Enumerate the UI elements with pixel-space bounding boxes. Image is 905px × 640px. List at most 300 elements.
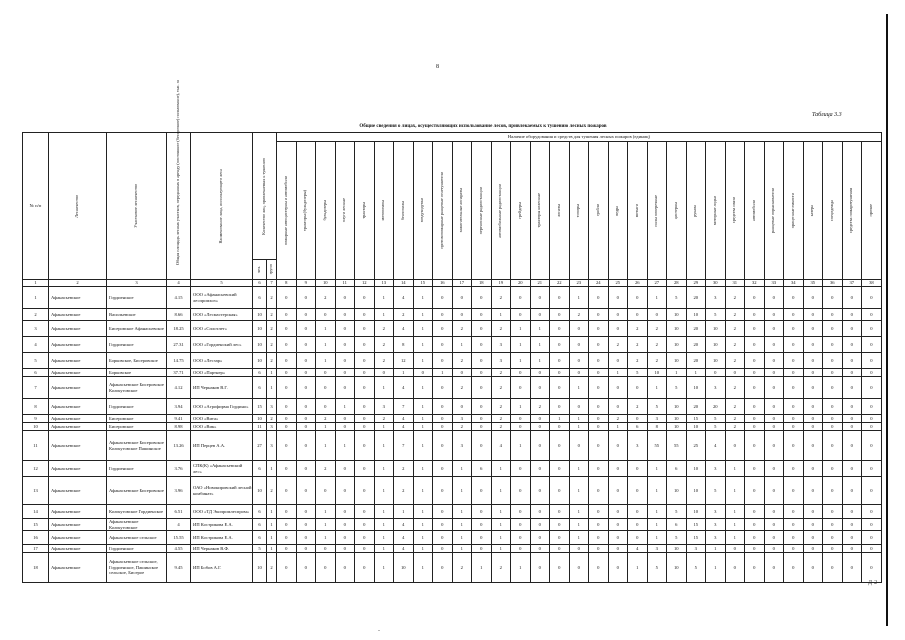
row-district: Афанасьевское сельское <box>107 531 167 545</box>
row-area: 8.66 <box>167 309 191 321</box>
row-equipment-value: 1 <box>491 505 511 519</box>
row-forestry: Афанасьевское <box>49 337 107 353</box>
row-equipment-value: 0 <box>550 369 570 377</box>
row-equipment-value: 2 <box>491 423 511 431</box>
row-equipment-value: 1 <box>491 545 511 553</box>
row-equipment-value: 0 <box>862 505 882 519</box>
header-equipment-13: тракторы колесные <box>530 142 550 280</box>
row-equipment-value: 0 <box>862 423 882 431</box>
column-number: 11 <box>335 280 355 287</box>
row-forestry: Афанасьевское <box>49 461 107 477</box>
row-groups: 1 <box>267 461 277 477</box>
row-equipment-value: 0 <box>608 287 628 309</box>
header-equipment-8: противопожарные ранцевые огнетушители <box>433 142 453 280</box>
row-number: 8 <box>23 399 49 415</box>
row-equipment-value: 0 <box>511 309 531 321</box>
row-equipment-value: 0 <box>277 377 297 399</box>
row-equipment-value: 0 <box>433 321 453 337</box>
row-equipment-value: 0 <box>784 337 804 353</box>
row-equipment-value: 0 <box>511 423 531 431</box>
row-equipment-value: 0 <box>862 353 882 369</box>
row-equipment-value: 0 <box>472 309 492 321</box>
row-equipment-value: 1 <box>511 337 531 353</box>
row-groups: 2 <box>267 353 277 369</box>
row-equipment-value: 1 <box>374 287 394 309</box>
row-equipment-value: 0 <box>764 477 784 505</box>
row-equipment-value: 0 <box>433 399 453 415</box>
column-number: 10 <box>316 280 336 287</box>
row-organization: ИП Чернаков В.Ф. <box>191 545 253 553</box>
row-equipment-value: 0 <box>355 553 375 583</box>
row-equipment-value: 5 <box>706 477 726 505</box>
table-label: Таблица 3.3 <box>812 112 842 118</box>
row-equipment-value: 0 <box>589 505 609 519</box>
table-row <box>23 461 882 477</box>
header-equipment-18: мотыги <box>628 142 648 280</box>
row-equipment-value: 0 <box>355 321 375 337</box>
row-equipment-value: 0 <box>823 415 843 423</box>
row-equipment-value: 0 <box>784 553 804 583</box>
row-equipment-value: 0 <box>862 545 882 553</box>
row-equipment-value: 0 <box>550 337 570 353</box>
row-equipment-value: 0 <box>433 519 453 531</box>
row-equipment-value: 5 <box>647 553 667 583</box>
row-equipment-value: 1 <box>491 519 511 531</box>
row-groups: 2 <box>267 321 277 337</box>
row-forestry: Афанасьевское <box>49 369 107 377</box>
row-equipment-value: 1 <box>374 505 394 519</box>
row-equipment-value: 1 <box>569 287 589 309</box>
row-equipment-value: 2 <box>725 287 745 309</box>
row-equipment-value: 2 <box>628 353 648 369</box>
row-equipment-value: 0 <box>764 505 784 519</box>
row-equipment-value: 0 <box>511 545 531 553</box>
row-equipment-value: 0 <box>472 477 492 505</box>
row-equipment-value: 0 <box>823 309 843 321</box>
column-number: 4 <box>167 280 191 287</box>
page-number: 8 <box>436 64 439 70</box>
row-equipment-value: 0 <box>764 309 784 321</box>
row-equipment-value: 0 <box>803 337 823 353</box>
row-equipment-value: 0 <box>842 423 862 431</box>
table-row <box>23 415 882 423</box>
row-equipment-value: 1 <box>413 553 433 583</box>
row-equipment-value: 0 <box>628 309 648 321</box>
row-district: Афанасьевское Бисеровское Кольчуговское Пашинское <box>107 431 167 461</box>
row-equipment-value: 0 <box>764 321 784 337</box>
column-number: 12 <box>355 280 375 287</box>
row-district: Бисеровское Афанасьевское <box>107 321 167 337</box>
table-row <box>23 337 882 353</box>
column-number: 38 <box>862 280 882 287</box>
row-equipment-value: 1 <box>413 505 433 519</box>
row-equipment-value: 0 <box>823 531 843 545</box>
row-equipment-value: 1 <box>452 477 472 505</box>
row-equipment-value: 1 <box>628 553 648 583</box>
header-equipment-16: грабли <box>589 142 609 280</box>
row-equipment-value: 0 <box>823 337 843 353</box>
column-number: 6 <box>253 280 267 287</box>
row-district: Гордиенское <box>107 399 167 415</box>
row-equipment-value: 0 <box>608 353 628 369</box>
row-equipment-value: 0 <box>589 399 609 415</box>
row-equipment-value: 1 <box>374 461 394 477</box>
row-organization: ООО «ТД Экопромлеспром» <box>191 505 253 519</box>
row-equipment-value: 0 <box>589 553 609 583</box>
row-equipment-value: 0 <box>823 353 843 369</box>
row-equipment-value: 0 <box>608 399 628 415</box>
row-equipment-value: 0 <box>335 415 355 423</box>
row-equipment-value: 2 <box>725 321 745 337</box>
row-equipment-value: 0 <box>296 321 316 337</box>
row-equipment-value: 0 <box>277 353 297 369</box>
row-equipment-value: 1 <box>647 377 667 399</box>
row-equipment-value: 0 <box>803 519 823 531</box>
header-equipment-10: переносные радиостанции <box>472 142 492 280</box>
row-equipment-value: 0 <box>296 461 316 477</box>
row-equipment-value: 2 <box>628 399 648 415</box>
row-equipment-value: 0 <box>296 477 316 505</box>
row-equipment-value: 10 <box>686 377 706 399</box>
row-equipment-value: 0 <box>433 337 453 353</box>
row-equipment-value: 0 <box>452 399 472 415</box>
row-equipment-value: 0 <box>784 423 804 431</box>
row-equipment-value: 5 <box>706 423 726 431</box>
row-equipment-value: 10 <box>686 461 706 477</box>
row-number: 15 <box>23 519 49 531</box>
row-equipment-value: 55 <box>667 431 687 461</box>
header-people-count: чел. <box>253 260 267 280</box>
row-equipment-value: 0 <box>803 545 823 553</box>
row-equipment-value: 2 <box>628 321 648 337</box>
row-equipment-value: 0 <box>277 287 297 309</box>
row-equipment-value: 1 <box>413 461 433 477</box>
row-number: 7 <box>23 377 49 399</box>
row-equipment-value: 0 <box>335 369 355 377</box>
row-equipment-value: 0 <box>335 309 355 321</box>
row-organization: ООО «Вита» <box>191 415 253 423</box>
row-district: Афанасьевское Кольчуговское <box>107 519 167 531</box>
row-equipment-value: 1 <box>511 431 531 461</box>
row-equipment-value: 0 <box>355 309 375 321</box>
row-area: 27.31 <box>167 337 191 353</box>
row-equipment-value: 0 <box>355 431 375 461</box>
row-equipment-value: 0 <box>296 415 316 423</box>
header-equipment-19: пилы поперечные <box>647 142 667 280</box>
row-number: 13 <box>23 477 49 505</box>
row-equipment-value: 1 <box>511 321 531 337</box>
row-number: 3 <box>23 321 49 337</box>
row-equipment-value: 0 <box>413 369 433 377</box>
row-people: 10 <box>253 321 267 337</box>
scan-edge-line <box>886 14 888 626</box>
row-equipment-value: 0 <box>589 477 609 505</box>
row-equipment-value: 0 <box>725 553 745 583</box>
row-equipment-value: 0 <box>862 415 882 423</box>
column-number: 26 <box>628 280 648 287</box>
row-equipment-value: 0 <box>452 309 472 321</box>
row-equipment-value: 10 <box>686 423 706 431</box>
row-equipment-value: 0 <box>842 287 862 309</box>
row-equipment-value: 4 <box>394 519 414 531</box>
row-equipment-value: 1 <box>569 519 589 531</box>
row-district: Кольчуговское Гордиенское <box>107 505 167 519</box>
row-equipment-value: 2 <box>725 399 745 415</box>
column-number: 33 <box>764 280 784 287</box>
row-equipment-value: 0 <box>355 505 375 519</box>
row-equipment-value: 0 <box>550 309 570 321</box>
row-equipment-value: 0 <box>608 519 628 531</box>
header-equipment-30: прочие <box>862 142 882 280</box>
row-equipment-value: 0 <box>335 531 355 545</box>
row-equipment-value: 0 <box>530 553 550 583</box>
row-equipment-value: 1 <box>413 287 433 309</box>
row-equipment-value: 0 <box>803 553 823 583</box>
row-people: 5 <box>253 545 267 553</box>
row-equipment-value: 3 <box>491 353 511 369</box>
row-equipment-value: 12 <box>394 353 414 369</box>
table-row <box>23 477 882 505</box>
row-equipment-value: 0 <box>842 531 862 545</box>
column-number: 15 <box>413 280 433 287</box>
row-equipment-value: 4 <box>394 377 414 399</box>
row-equipment-value: 1 <box>725 531 745 545</box>
row-equipment-value: 0 <box>472 321 492 337</box>
row-equipment-value: 4 <box>394 423 414 431</box>
row-groups: 3 <box>267 399 277 415</box>
header-equipment-27: катера <box>803 142 823 280</box>
row-equipment-value: 1 <box>569 377 589 399</box>
row-equipment-value: 2 <box>725 337 745 353</box>
row-organization: ООО «Вик» <box>191 423 253 431</box>
row-equipment-value: 1 <box>413 423 433 431</box>
row-equipment-value: 1 <box>706 553 726 583</box>
row-forestry: Афанасьевское <box>49 309 107 321</box>
row-equipment-value: 0 <box>862 399 882 415</box>
row-equipment-value: 1 <box>472 553 492 583</box>
row-people: 6 <box>253 519 267 531</box>
row-equipment-value: 1 <box>374 431 394 461</box>
row-equipment-value: 1 <box>608 423 628 431</box>
row-equipment-value: 5 <box>667 505 687 519</box>
row-groups: 2 <box>267 337 277 353</box>
row-equipment-value: 0 <box>745 353 765 369</box>
row-equipment-value: 0 <box>803 415 823 423</box>
row-equipment-value: 2 <box>374 353 394 369</box>
row-equipment-value: 0 <box>335 545 355 553</box>
row-equipment-value: 25 <box>686 431 706 461</box>
row-equipment-value: 0 <box>764 369 784 377</box>
row-equipment-value: 10 <box>394 553 414 583</box>
row-equipment-value: 8 <box>647 423 667 431</box>
row-equipment-value: 2 <box>452 423 472 431</box>
row-people: 6 <box>253 287 267 309</box>
row-equipment-value: 1 <box>647 531 667 545</box>
row-equipment-value: 0 <box>355 545 375 553</box>
row-equipment-value: 0 <box>433 553 453 583</box>
side-mark: Д-2 <box>868 580 878 586</box>
header-equipment-9: зажигательные аппараты <box>452 142 472 280</box>
row-equipment-value: 0 <box>842 545 862 553</box>
row-equipment-value: 1 <box>394 369 414 377</box>
header-people-groups: групп <box>267 260 277 280</box>
row-number: 10 <box>23 423 49 431</box>
row-equipment-value: 1 <box>394 505 414 519</box>
row-equipment-value: 1 <box>413 337 433 353</box>
row-equipment-value: 10 <box>667 553 687 583</box>
header-equipment-6: бензопилы <box>394 142 414 280</box>
row-equipment-value: 0 <box>335 287 355 309</box>
row-equipment-value: 2 <box>491 369 511 377</box>
row-people: 15 <box>253 399 267 415</box>
row-equipment-value: 0 <box>433 431 453 461</box>
row-equipment-value: 1 <box>316 423 336 431</box>
row-number: 18 <box>23 553 49 583</box>
row-equipment-value: 0 <box>277 321 297 337</box>
row-equipment-value: 0 <box>589 545 609 553</box>
row-equipment-value: 0 <box>784 531 804 545</box>
row-equipment-value: 0 <box>842 477 862 505</box>
row-equipment-value: 3 <box>647 545 667 553</box>
table-row <box>23 431 882 461</box>
row-equipment-value: 0 <box>589 287 609 309</box>
row-equipment-value: 0 <box>530 477 550 505</box>
row-equipment-value: 0 <box>550 377 570 399</box>
row-equipment-value: 0 <box>355 531 375 545</box>
row-equipment-value: 0 <box>511 461 531 477</box>
row-equipment-value: 0 <box>472 519 492 531</box>
header-equipment-21: рукава <box>686 142 706 280</box>
row-equipment-value: 10 <box>686 309 706 321</box>
row-equipment-value: 10 <box>647 369 667 377</box>
row-equipment-value: 1 <box>316 505 336 519</box>
row-equipment-value: 0 <box>608 377 628 399</box>
row-equipment-value: 2 <box>452 353 472 369</box>
row-equipment-value: 0 <box>784 377 804 399</box>
row-equipment-value: 0 <box>823 423 843 431</box>
row-equipment-value: 2 <box>316 287 336 309</box>
row-equipment-value: 0 <box>764 553 784 583</box>
header-equipment-23: средства связи <box>725 142 745 280</box>
row-equipment-value: 0 <box>725 431 745 461</box>
row-equipment-value: 2 <box>374 321 394 337</box>
row-equipment-value: 0 <box>842 353 862 369</box>
row-equipment-value: 0 <box>823 287 843 309</box>
row-area: 8.98 <box>167 423 191 431</box>
row-equipment-value: 1 <box>433 369 453 377</box>
column-number-row <box>23 280 882 287</box>
header-equipment-29: средства пожаротушения <box>842 142 862 280</box>
row-equipment-value: 0 <box>569 337 589 353</box>
row-equipment-value: 0 <box>296 369 316 377</box>
column-number: 31 <box>725 280 745 287</box>
row-people: 11 <box>253 423 267 431</box>
row-area: 6.51 <box>167 505 191 519</box>
row-equipment-value: 2 <box>394 461 414 477</box>
row-equipment-value: 1 <box>335 399 355 415</box>
row-district: Гордиенское <box>107 287 167 309</box>
row-equipment-value: 0 <box>530 423 550 431</box>
row-equipment-value: 0 <box>530 377 550 399</box>
row-equipment-value: 0 <box>472 423 492 431</box>
row-equipment-value: 1 <box>374 309 394 321</box>
row-equipment-value: 0 <box>296 399 316 415</box>
header-org: Наименование лица, использующего леса <box>191 133 253 280</box>
row-equipment-value: 0 <box>842 519 862 531</box>
row-equipment-value: 1 <box>530 321 550 337</box>
row-equipment-value: 2 <box>725 353 745 369</box>
row-equipment-value: 0 <box>316 399 336 415</box>
row-organization: ИП Бобов А.Г. <box>191 553 253 583</box>
column-number: 1 <box>23 280 49 287</box>
row-equipment-value: 0 <box>745 321 765 337</box>
row-equipment-value: 0 <box>472 369 492 377</box>
row-organization: ООО «Сплотлет» <box>191 321 253 337</box>
row-equipment-value: 0 <box>628 377 648 399</box>
row-groups: 2 <box>267 415 277 423</box>
row-equipment-value: 1 <box>530 353 550 369</box>
row-equipment-value: 1 <box>452 461 472 477</box>
row-equipment-value: 1 <box>647 461 667 477</box>
row-equipment-value: 1 <box>491 309 511 321</box>
row-equipment-value: 1 <box>550 415 570 423</box>
row-forestry: Афанасьевское <box>49 477 107 505</box>
row-equipment-value: 0 <box>530 519 550 531</box>
row-equipment-value: 0 <box>433 353 453 369</box>
row-equipment-value: 0 <box>745 399 765 415</box>
row-forestry: Афанасьевское <box>49 353 107 369</box>
row-equipment-value: 1 <box>413 399 433 415</box>
row-equipment-value: 0 <box>472 399 492 415</box>
row-equipment-value: 0 <box>316 477 336 505</box>
row-organization: ОАО «Новокировский лесной комбинат» <box>191 477 253 505</box>
row-district: Афанасьевское сельское, Гордиенское, Пашинское сельское, Бисерое <box>107 553 167 583</box>
row-equipment-value: 0 <box>530 505 550 519</box>
row-equipment-value: 0 <box>725 369 745 377</box>
row-area: 4.12 <box>167 377 191 399</box>
table-row <box>23 309 882 321</box>
row-equipment-value: 0 <box>784 545 804 553</box>
row-equipment-value: 2 <box>647 353 667 369</box>
row-equipment-value: 1 <box>511 353 531 369</box>
row-district: Гордиенское <box>107 337 167 353</box>
row-number: 11 <box>23 431 49 461</box>
row-equipment-value: 0 <box>745 377 765 399</box>
row-equipment-value: 5 <box>686 553 706 583</box>
header-equipment-14: лопаты <box>550 142 570 280</box>
row-equipment-value: 0 <box>784 321 804 337</box>
row-equipment-value: 0 <box>277 337 297 353</box>
row-equipment-value: 0 <box>842 309 862 321</box>
row-equipment-value: 0 <box>569 321 589 337</box>
row-equipment-value: 0 <box>608 531 628 545</box>
row-equipment-value: 0 <box>745 415 765 423</box>
table-row <box>23 423 882 431</box>
row-equipment-value: 0 <box>296 531 316 545</box>
row-equipment-value: 0 <box>277 531 297 545</box>
row-equipment-value: 10 <box>667 477 687 505</box>
row-district: Афанасьевское Бисеровское <box>107 477 167 505</box>
row-equipment-value: 0 <box>842 321 862 337</box>
row-equipment-value: 0 <box>335 337 355 353</box>
row-equipment-value: 2 <box>569 309 589 321</box>
row-equipment-value: 0 <box>277 423 297 431</box>
row-equipment-value: 0 <box>472 377 492 399</box>
row-equipment-value: 1 <box>725 477 745 505</box>
row-equipment-value: 0 <box>745 309 765 321</box>
row-people: 6 <box>253 531 267 545</box>
row-equipment-value: 0 <box>745 369 765 377</box>
